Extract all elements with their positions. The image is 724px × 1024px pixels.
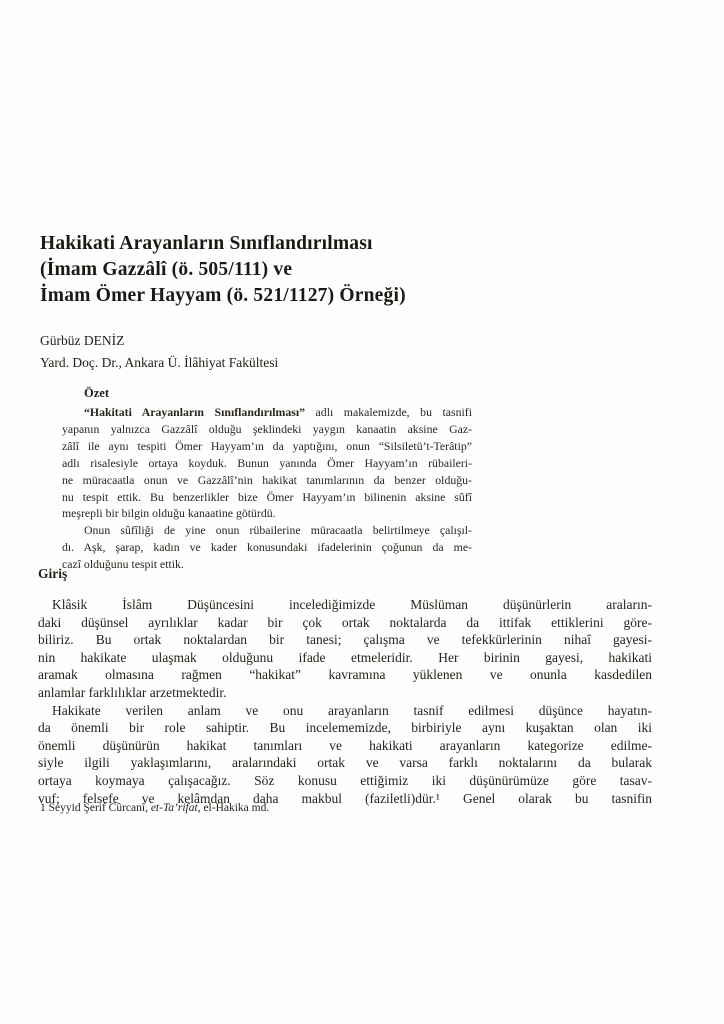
footnote-work-title: et-Ta’rifat, (150, 802, 201, 814)
body-line: nin hakikate ulaşmak olduğunu ifade etmeleridir. Her birinin gayesi, hakikati (38, 649, 652, 665)
abstract-line-text: adlı makalemizde, bu tasnifi (305, 405, 472, 419)
abstract-line: cazî olduğunu tespit ettik. (62, 557, 184, 572)
body-line: anlamlar farklılıklar arzetmektedir. (38, 684, 227, 700)
footnote-rest: el-Hakika md. (200, 802, 270, 814)
abstract-line: zâlî ile aynı tespiti Ömer Hayyam’ın da yaptığını, onun “Silsiletü’t-Terâtip” (62, 438, 472, 453)
abstract-line: nu tespit ettik. Bu benzerlikler bize Ömer Hayyam’ın bilinenin aksine sûfî (62, 489, 472, 504)
author-name: Gürbüz DENİZ (40, 333, 125, 348)
abstract-title-quote: “Hakitati Arayanların Sınıflandırılması” (84, 405, 306, 419)
footnote-number-author: 1 Seyyid Şerif Cûrcanî, (40, 802, 151, 814)
abstract-heading: Özet (84, 386, 109, 400)
abstract-line (62, 404, 472, 421)
abstract-line: Onun sûfîliği de yine onun rübailerine müracaatla belirtilmeye çalışıl- (84, 523, 472, 538)
author-affiliation: Yard. Doç. Dr., Ankara Ü. İlâhiyat Fakültesi (40, 355, 279, 370)
body-line: biliriz. Bu ortak noktalardan bir tanesi; çalışma ve tefekkürlerinin nihaî gayesi- (38, 632, 652, 648)
introduction-body (38, 596, 652, 807)
section-heading-giris: Giriş (38, 566, 68, 581)
body-line: vuf; felsefe ve kelâmdan daha makbul (faziletli)dür.¹ Genel olarak bu tasnifin (38, 790, 652, 806)
abstract-line: dı. Aşk, şarap, kadın ve kader konusundaki ifadelerinin çoğunun da me- (62, 540, 472, 555)
footnote (40, 800, 540, 816)
article-title-line: Hakikati Arayanların Sınıflandırılması (40, 233, 373, 254)
abstract-line: adlı risalesiyle ortaya koyduk. Bunun yanında Ömer Hayyam’ın rübaileri- (62, 455, 472, 470)
abstract-line: meşrepli bir bilgin olduğu kanaatine götürdü. (62, 506, 276, 521)
body-line: daki düşünsel ayrılıklar kadar bir çok ortak noktalarda da ittifak ettiklerini göre- (38, 614, 652, 630)
body-line: ortaya koymaya çalışacağız. Söz konusu ettiğimiz iki düşünürümüze göre tasav- (38, 772, 652, 788)
abstract-section (62, 384, 472, 573)
body-line: Klâsik İslâm Düşüncesini incelediğimizde Müslüman düşünürlerin araların- (52, 597, 652, 612)
article-title-line: (İmam Gazzâlî (ö. 505/111) ve (40, 259, 293, 280)
abstract-line: ne müracaatla onun ve Gazzâlî’nin hakikat tanımlarının da benzer olduğu- (62, 472, 472, 487)
body-line: da önemli bir role sahiptir. Bu incelememizde, birbiriyle aynı kuşaktan olan iki (38, 720, 652, 736)
article-title (40, 231, 640, 309)
article-title-line: İmam Ömer Hayyam (ö. 521/1127) Örneği) (40, 285, 406, 306)
abstract-line: yapanın yalnızca Gazzâlî olduğu şeklindeki yaygın kanaatin aksine Gaz- (62, 421, 472, 436)
body-line: siyle ilgili yaklaşımlarını, aralarındaki ortak ve varsa farklı noktalarını da bularak (38, 755, 652, 771)
body-line: aramak olmasına rağmen “hakikat” kavramına yüklenen ve onunla kasdedilen (38, 667, 652, 683)
body-line: Hakikate verilen anlam ve onu arayanların tasnif edilmesi düşünce hayatın- (52, 702, 652, 718)
author-block (40, 330, 540, 374)
body-line: önemli düşünürün hakikat tanımları ve hakikati arayanların kategorize edilme- (38, 737, 652, 753)
